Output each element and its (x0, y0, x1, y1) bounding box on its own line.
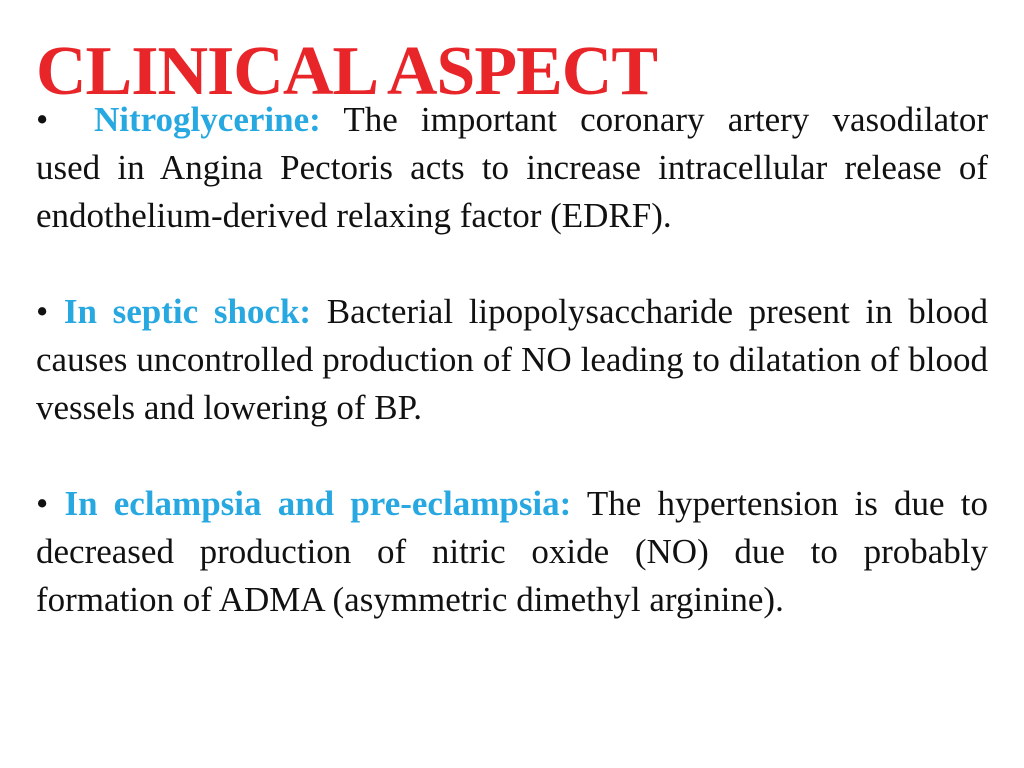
point-septic-shock (36, 288, 988, 432)
point-eclampsia (36, 480, 988, 624)
point-term: In septic shock: (63, 292, 312, 331)
slide-title: CLINICAL ASPECT (36, 33, 658, 110)
spacer (36, 240, 988, 288)
point-text: Bacterial lipopolysaccharide present in blood causes uncontrolled production of NO leading to dilatation of blood vessels and lowering of BP. (36, 292, 988, 427)
point-term: Nitroglycerine: (94, 100, 321, 139)
bullet-icon: • (36, 484, 49, 523)
slide-content (36, 33, 989, 624)
bullet-icon: • (36, 100, 49, 139)
point-term: In eclampsia and pre-eclampsia: (64, 484, 572, 523)
point-text: The important coronary artery vasodilator used in Angina Pectoris acts to increase intracellular release of endothelium-derived relaxing factor (EDRF). (36, 100, 988, 235)
point-text: The hypertension is due to decreased production of nitric oxide (NO) due to probably formation of ADMA (asymmetric dimethyl arginine). (36, 484, 989, 619)
point-nitroglycerine (36, 96, 988, 240)
bullet-icon: • (36, 292, 49, 331)
spacer (36, 432, 988, 480)
